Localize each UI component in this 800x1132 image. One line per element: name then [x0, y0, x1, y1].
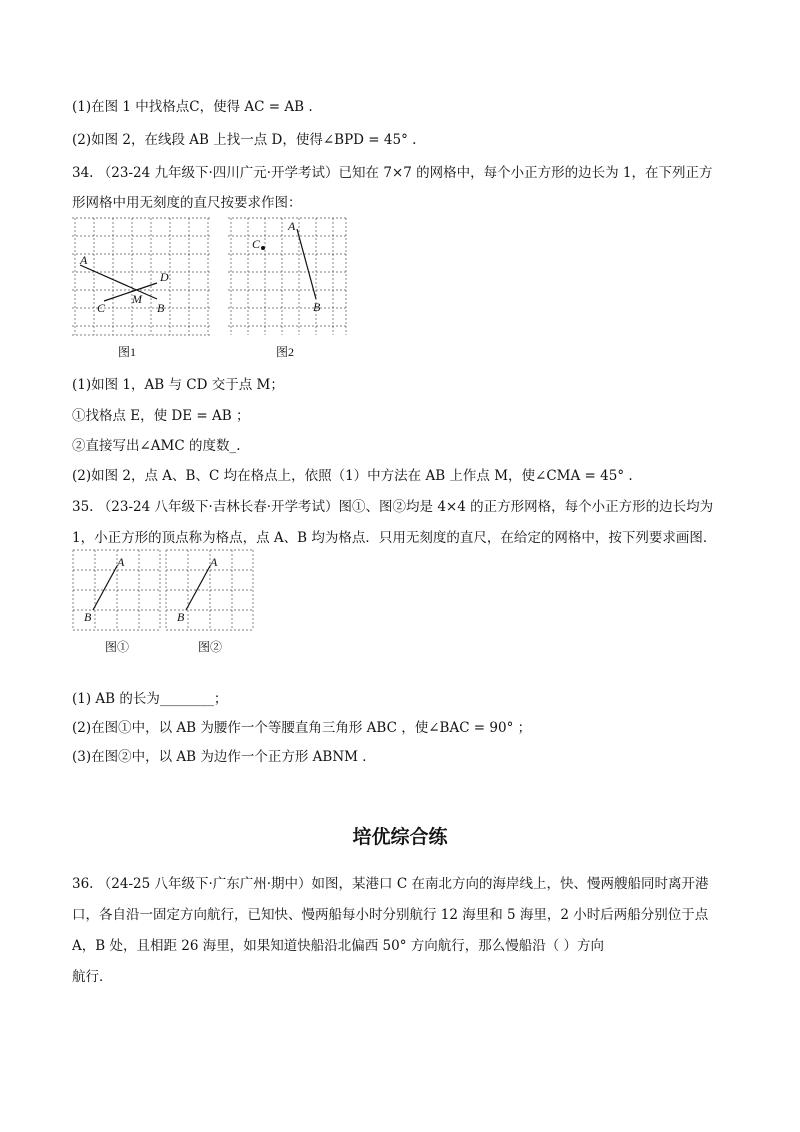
- q34-part2: (2)如图 2，点 A、B、C 均在格点上，依照（1）中方法在 AB 上作点 M，使∠CMA = 45° .: [72, 468, 633, 484]
- q34-stem-line1: 34. （23-24 九年级下·四川广元·开学考试）已知在 7×7 的网格中，每个小正方形的边长为 1，在下列正方: [72, 165, 713, 181]
- point-a-label: A: [210, 555, 218, 569]
- q35-part3: (3)在图②中，以 AB 为边作一个正方形 ABNM ．: [72, 749, 376, 765]
- point-d-label: D: [160, 270, 169, 284]
- segment-ab: [80, 265, 157, 299]
- q36-line4: 航行．: [72, 969, 113, 985]
- point-a-label: A: [288, 219, 296, 233]
- figure-3-caption: 图①: [105, 640, 130, 654]
- q34-part1-step2: ②直接写出∠AMC 的度数_.: [72, 438, 241, 454]
- figure-1-grid: [72, 215, 212, 340]
- figure-2-caption: 图2: [276, 345, 295, 359]
- q36-line3: A，B 处，且相距 26 海里，如果知道快船沿北偏西 50° 方向航行，那么慢船沿（ ）方向: [72, 938, 605, 954]
- q35-part2: (2)在图①中，以 AB 为腰作一个等腰直角三角形 ABC ，使∠BAC = 90° ；: [72, 720, 532, 736]
- q35-part1: (1) AB 的长为________；: [72, 691, 228, 707]
- figure-4-caption: 图②: [198, 640, 223, 654]
- figure-2: [228, 215, 353, 359]
- q36-line1: 36. （24-25 八年级下·广东广州·期中）如图，某港口 C 在南北方向的海岸线上，快、慢两艘船同时离开港: [72, 876, 709, 892]
- figure-4: [165, 548, 255, 654]
- figure-1: [72, 215, 212, 359]
- point-b-label: B: [157, 301, 165, 315]
- point-c-label: C: [97, 301, 106, 315]
- q34-part1: (1)如图 1，AB 与 CD 交于点 M；: [72, 377, 284, 393]
- point-b-label: B: [84, 610, 92, 624]
- q34-stem-line2: 形网格中用无刻度的直尺按要求作图：: [72, 195, 302, 211]
- point-a-label: A: [117, 555, 125, 569]
- segment-cd: [104, 283, 157, 301]
- point-c-dot: [261, 246, 265, 250]
- point-b-label: B: [177, 610, 185, 624]
- segment-ab: [297, 229, 316, 299]
- q34-part1-step1: ①找格点 E，使 DE = AB ；: [72, 408, 250, 424]
- q35-stem-line1: 35. （23-24 八年级下·吉林长春·开学考试）图①、图②均是 4×4 的正方形网格，每个小正方形的边长均为: [72, 499, 714, 515]
- figure-3: [72, 548, 162, 654]
- q36-line2: 口，各自沿一固定方向航行，已知快、慢两船每小时分别航行 12 海里和 5 海里，2 小时后两船分别位于点: [72, 907, 709, 923]
- q33-part2: (2)如图 2，在线段 AB 上找一点 D，使得∠BPD = 45° .: [72, 132, 417, 148]
- figure-1-caption: 图1: [118, 345, 137, 359]
- section-heading: 培优综合练: [352, 826, 448, 848]
- point-c-label: C: [252, 237, 261, 251]
- segment-ab: [93, 566, 117, 610]
- q35-stem-line2: 1，小正方形的顶点称为格点，点 A、B 均为格点．只用无刻度的直尺，在给定的网格中，按下列要求画图．: [72, 530, 717, 546]
- q33-part1: (1)在图 1 中找格点C，使得 AC = AB .: [72, 99, 313, 115]
- point-m-label: M: [132, 292, 142, 306]
- point-a-label: A: [80, 253, 88, 267]
- segment-ab: [186, 566, 210, 610]
- point-b-label: B: [313, 300, 321, 314]
